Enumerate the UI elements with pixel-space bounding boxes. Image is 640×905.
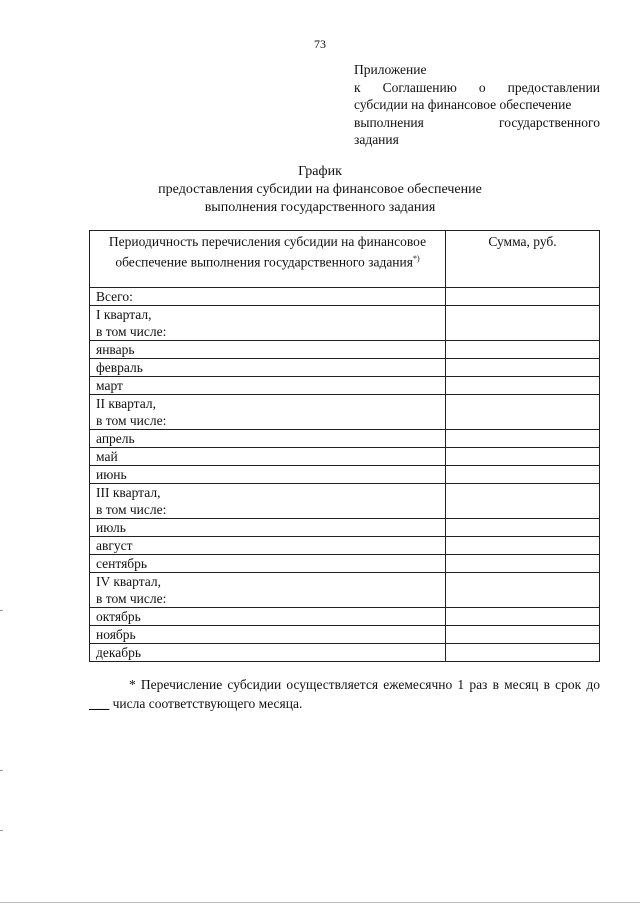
period-label: IV квартал, (96, 574, 161, 589)
period-label: апрель (96, 431, 135, 446)
header-period (90, 231, 446, 288)
sum-cell[interactable] (446, 573, 600, 608)
table-row (90, 288, 600, 306)
appendix-word: о (478, 79, 486, 95)
period-cell (90, 555, 446, 573)
page-number: 73 (314, 37, 326, 51)
sum-cell[interactable] (446, 288, 600, 306)
period-cell (90, 644, 446, 662)
period-cell (90, 377, 446, 395)
footnote-prefix: * Перечисление субсидии осуществляется ежемесячно 1 раз в месяц в срок до (129, 677, 600, 692)
appendix-line-4: задания (354, 132, 399, 147)
period-label: январь (96, 342, 135, 357)
period-label: август (96, 538, 133, 553)
table-row (90, 484, 600, 519)
period-cell (90, 484, 446, 519)
period-label: II квартал, (96, 396, 156, 411)
appendix-word: государственного (499, 114, 600, 130)
table-row (90, 555, 600, 573)
table-row (90, 644, 600, 662)
sum-cell[interactable] (446, 626, 600, 644)
period-label: сентябрь (96, 556, 148, 571)
period-label: Всего: (96, 289, 133, 304)
sum-cell[interactable] (446, 644, 600, 662)
period-label: октябрь (96, 609, 141, 624)
sum-cell[interactable] (446, 359, 600, 377)
sum-cell[interactable] (446, 484, 600, 519)
sum-cell[interactable] (446, 608, 600, 626)
document-title (0, 163, 640, 217)
table-row (90, 359, 600, 377)
period-sublabel: в том числе: (96, 413, 167, 428)
appendix-word: выполнения (354, 114, 424, 130)
appendix-label: Приложение (354, 62, 427, 77)
header-sum: Сумма, руб. (446, 231, 600, 288)
footnote-blank: ___ (89, 696, 110, 711)
sum-cell[interactable] (446, 341, 600, 359)
table-body (90, 288, 600, 662)
scan-edge-mark (0, 770, 3, 771)
period-cell (90, 573, 446, 608)
period-cell (90, 537, 446, 555)
table-row (90, 395, 600, 430)
period-label: ноябрь (96, 627, 136, 642)
table-row (90, 573, 600, 608)
title-line-1: предоставления субсидии на финансовое обеспечение (158, 182, 482, 197)
footnote (89, 675, 600, 713)
title-heading: График (298, 164, 342, 179)
period-cell (90, 306, 446, 341)
sum-cell[interactable] (446, 430, 600, 448)
sum-cell[interactable] (446, 306, 600, 341)
period-cell (90, 430, 446, 448)
sum-cell[interactable] (446, 395, 600, 430)
sum-cell[interactable] (446, 537, 600, 555)
table-row (90, 430, 600, 448)
appendix-line-2: субсидии на финансовое обеспечение (354, 97, 572, 112)
appendix-word: к (354, 79, 361, 95)
header-period-text: Периодичность перечисления субсидии на финансовое обеспечение выполнения государственного задания (108, 234, 427, 270)
period-label: июль (96, 520, 126, 535)
table-row (90, 377, 600, 395)
appendix-word: предоставлении (507, 79, 601, 95)
period-cell (90, 608, 446, 626)
period-label: I квартал, (96, 307, 152, 322)
table-row (90, 626, 600, 644)
footnote-suffix: числа соответствующего месяца. (112, 696, 303, 711)
period-cell (90, 359, 446, 377)
period-cell (90, 395, 446, 430)
period-cell (90, 466, 446, 484)
sum-cell[interactable] (446, 466, 600, 484)
scan-edge-mark (0, 830, 3, 831)
table-header-row (90, 231, 600, 288)
table-row (90, 537, 600, 555)
table-row (90, 306, 600, 341)
period-cell (90, 448, 446, 466)
sum-cell[interactable] (446, 377, 600, 395)
period-sublabel: в том числе: (96, 324, 167, 339)
period-cell (90, 288, 446, 306)
table-row (90, 448, 600, 466)
appendix-line-1 (354, 79, 600, 97)
period-label: февраль (96, 360, 143, 375)
table-row (90, 519, 600, 537)
period-label: декабрь (96, 645, 141, 660)
table-row (90, 341, 600, 359)
appendix-line-3 (354, 114, 600, 132)
appendix-block (354, 61, 600, 149)
period-sublabel: в том числе: (96, 502, 167, 517)
scan-bottom-line (0, 902, 640, 903)
table-row (90, 466, 600, 484)
period-label: май (96, 449, 118, 464)
header-footnote-mark: *) (412, 254, 420, 263)
payment-schedule-table (89, 230, 600, 662)
period-label: март (96, 378, 123, 393)
title-line-2: выполнения государственного задания (204, 200, 436, 215)
period-label: III квартал, (96, 485, 161, 500)
appendix-word: Соглашению (382, 79, 457, 95)
period-cell (90, 519, 446, 537)
period-cell (90, 626, 446, 644)
period-label: июнь (96, 467, 127, 482)
sum-cell[interactable] (446, 448, 600, 466)
period-cell (90, 341, 446, 359)
sum-cell[interactable] (446, 555, 600, 573)
period-sublabel: в том числе: (96, 591, 167, 606)
sum-cell[interactable] (446, 519, 600, 537)
scan-edge-mark (0, 610, 3, 611)
table-row (90, 608, 600, 626)
